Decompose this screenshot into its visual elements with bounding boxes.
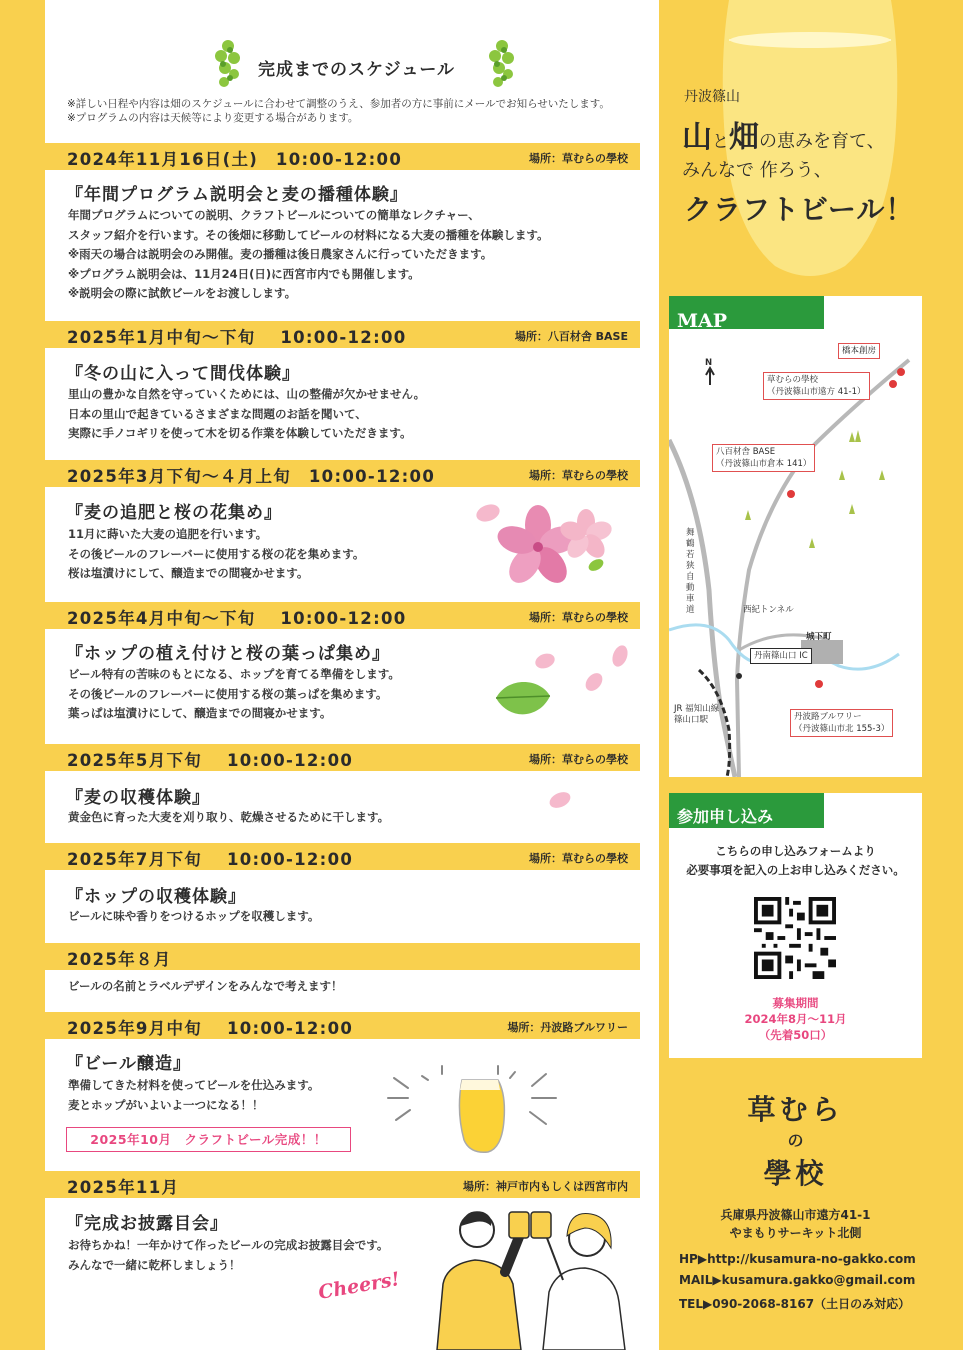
tagline-rest: の恵みを育て、 [759, 131, 885, 152]
map-label-expressway: 舞鶴若狭自動車道 [686, 528, 695, 615]
event-title: 『ホップの植え付けと桜の葉っぱ集め』 [66, 644, 390, 664]
tagline-to: と [712, 132, 729, 152]
event-description [68, 665, 400, 724]
hop-leaf-icon-left [210, 38, 246, 90]
school-name-2: の [787, 1131, 804, 1150]
event-line: 11月に蒔いた大麦の追肥を行います。 [68, 527, 268, 541]
map-label-line: （丹波篠山市倉本 141） [716, 459, 812, 469]
event-date: 2025年８月 [67, 950, 172, 969]
cherry-blossom-illustration [468, 495, 618, 595]
event-date: 2025年11月 [67, 1178, 180, 1197]
event-description [68, 525, 364, 584]
event-place: 場所：草むらの學校 [529, 469, 628, 482]
event-date-bar [45, 744, 640, 771]
note-line: ※プログラムの内容は天候等により変更する場合があります。 [67, 112, 359, 124]
period-label: 募集期間 [772, 996, 819, 1010]
event-title: 『麦の収穫体験』 [66, 788, 210, 808]
period-limit: （先着50口） [758, 1028, 833, 1042]
map-label-base [712, 444, 815, 472]
event-title: 『年間プログラム説明会と麦の播種体験』 [66, 185, 408, 205]
event-title: 『ビール醸造』 [66, 1054, 191, 1074]
tagline-field: 畑 [729, 120, 759, 155]
event-place: 場所：草むらの學校 [529, 852, 628, 865]
event-description [68, 1076, 319, 1115]
event-date: 2025年7月下旬 10:00-12:00 [67, 850, 354, 869]
event-title: 『ホップの収穫体験』 [66, 887, 246, 907]
school-name-1: 草むら [747, 1093, 844, 1126]
event-date: 2025年9月中旬 10:00-12:00 [67, 1019, 354, 1038]
event-place: 場所：神戸市内もしくは西宮市内 [463, 1180, 628, 1193]
event-line: 実際に手ノコギリを使って木を切る作業を体験していただきます。 [68, 426, 412, 440]
note-line: ※詳しい日程や内容は畑のスケジュールに合わせて調整のうえ、参加者の方に事前にメールでお知らせいたします。 [67, 98, 610, 110]
event-description [68, 1236, 388, 1275]
map-label-station [674, 704, 719, 726]
event-place: 場所：草むらの學校 [529, 753, 628, 766]
qr-code-icon[interactable] [754, 897, 836, 979]
event-description [68, 907, 319, 927]
map-label-school [763, 372, 870, 400]
map-label-line: 草むらの學校 [767, 375, 819, 385]
event-line: その後ビールのフレーバーに使用する桜の花を集めます。 [68, 546, 365, 561]
left-border [0, 0, 45, 1350]
event-date: 2024年11月16日(土) 10:00-12:00 [67, 150, 403, 169]
map-label-castle: 城下町 [806, 632, 832, 642]
phone-number[interactable]: TEL▶090-2068-8167（土日のみ対応） [679, 1297, 911, 1311]
page-title: 完成までのスケジュール [258, 60, 455, 80]
map-label-line: （丹波篠山市北 155-3） [794, 724, 890, 734]
apply-line: 必要事項を記入の上お申し込みください。 [686, 863, 905, 877]
event-title: 『完成お披露目会』 [66, 1214, 228, 1234]
map-tag: MAP [669, 296, 824, 329]
map-label-brewery [790, 709, 893, 737]
school-address-note: やまもりサーキット北側 [729, 1226, 862, 1240]
tagline-mountain: 山 [682, 120, 712, 155]
event-line: 準備してきた材料を使ってビールを仕込みます。 [68, 1078, 320, 1092]
event-line: ※説明会の際に試飲ビールをお渡しします。 [68, 286, 297, 300]
event-date: 2025年5月下旬 10:00-12:00 [67, 751, 354, 770]
event-line: お待ちかね！一年かけて作ったビールの完成お披露目会です。 [68, 1238, 389, 1252]
event-line: スタッフ紹介を行います。その後畑に移動してビールの材料になる大麦の播種を体験します。 [68, 227, 549, 242]
toasting-people-illustration [425, 1192, 640, 1350]
event-line: みんなで一緒に乾杯しましょう！ [68, 1257, 241, 1272]
homepage-link[interactable]: HP▶http://kusamura-no-gakko.com [679, 1252, 916, 1266]
event-line: ビール特有の苦味のもとになる、ホップを育てる準備をします。 [68, 667, 400, 681]
event-date-bar [45, 143, 640, 170]
event-title: 『冬の山に入って間伐体験』 [66, 364, 300, 384]
tagline-region: 丹波篠山 [684, 89, 740, 105]
apply-tag: 参加申し込み [669, 793, 824, 828]
event-line: 麦とホップがいよいよ一つになる！！ [68, 1097, 264, 1112]
event-date-bar [45, 321, 640, 348]
event-date: 2025年1月中旬〜下旬 10:00-12:00 [67, 328, 407, 347]
map-label-ic: 丹南篠山口 IC [750, 648, 812, 664]
event-description [68, 385, 425, 444]
event-line: ビールに味や香りをつけるホップを収穫します。 [68, 909, 320, 923]
beer-glass-illustration [380, 1050, 570, 1160]
map-label-hashimoto: 橋本創房 [838, 343, 880, 359]
tagline-line-1 [682, 112, 885, 156]
school-address: 兵庫県丹波篠山市遠方41-1 [720, 1208, 871, 1222]
event-date: 2025年4月中旬〜下旬 10:00-12:00 [67, 609, 407, 628]
map-label-line: 篠山口駅 [674, 715, 709, 725]
map-label-line: 丹波路ブルワリー [794, 712, 862, 722]
apply-line: こちらの申し込みフォームより [715, 844, 876, 858]
event-place: 場所：草むらの學校 [529, 152, 628, 165]
period-dates: 2024年8月〜11月 [744, 1012, 847, 1026]
event-line: 桜は塩漬けにして、醸造までの間寝かせます。 [68, 566, 309, 580]
schedule-notes [67, 97, 610, 125]
event-line: 黄金色に育った大麦を刈り取り、乾燥させるために干します。 [68, 810, 390, 824]
event-date-bar [45, 460, 640, 487]
event-place: 場所：八百材舎 BASE [514, 330, 628, 343]
event-date-bar [45, 943, 640, 970]
event-date-bar [45, 602, 640, 629]
cherry-leaf-illustration [488, 638, 638, 738]
map-label-tunnel: 西紀トンネル [743, 605, 794, 615]
event-line: 日本の里山で起きているさまざまな問題のお話を聞いて、 [68, 406, 367, 421]
tagline-line-3: クラフトビール！ [684, 193, 915, 226]
event-line: 年間プログラムについての説明、クラフトビールについての簡単なレクチャー、 [68, 208, 480, 222]
event-line: 葉っぱは塩漬けにして、醸造までの間寝かせます。 [68, 706, 332, 720]
event-line: 里山の豊かな自然を守っていくためには、山の整備が欠かせません。 [68, 387, 426, 401]
map-label-line: 八百材舎 BASE [716, 447, 776, 457]
completion-badge: 2025年10月 クラフトビール完成！！ [66, 1127, 351, 1152]
event-date-bar [45, 843, 640, 870]
tagline-line-2: みんなで 作ろう、 [682, 160, 832, 181]
event-description [68, 977, 343, 997]
north-indicator: N [705, 358, 713, 368]
event-title: 『麦の追肥と桜の花集め』 [66, 503, 282, 523]
school-name-3: 學校 [763, 1157, 828, 1190]
map-label-line: （丹波篠山市遠方 41-1） [767, 387, 866, 397]
apply-instructions [669, 842, 922, 880]
event-place: 場所：草むらの學校 [529, 611, 628, 624]
event-date: 2025年3月下旬〜４月上旬 10:00-12:00 [67, 467, 436, 486]
event-line: その後ビールのフレーバーに使用する桜の葉っぱを集めます。 [68, 686, 388, 701]
event-date-bar [45, 1012, 640, 1039]
event-line: ビールの名前とラベルデザインをみんなで考えます！ [68, 979, 343, 993]
event-description [68, 206, 548, 304]
event-place: 場所：丹波路ブルワリー [507, 1021, 628, 1034]
map-label-line: JR 福知山線 [674, 704, 720, 714]
recruitment-period [669, 995, 922, 1043]
event-description [68, 808, 389, 828]
cheers-text: Cheers! [316, 1268, 402, 1304]
event-line: ※プログラム説明会は、11月24日(日)に西宮市内でも開催します。 [68, 266, 420, 281]
email-link[interactable]: MAIL▶kusamura.gakko@gmail.com [679, 1273, 916, 1287]
hop-leaf-icon-right [484, 38, 520, 90]
event-line: ※雨天の場合は説明会のみ開催。麦の播種は後日農家さんに行っていただきます。 [68, 247, 493, 261]
petal-icon [545, 788, 575, 812]
